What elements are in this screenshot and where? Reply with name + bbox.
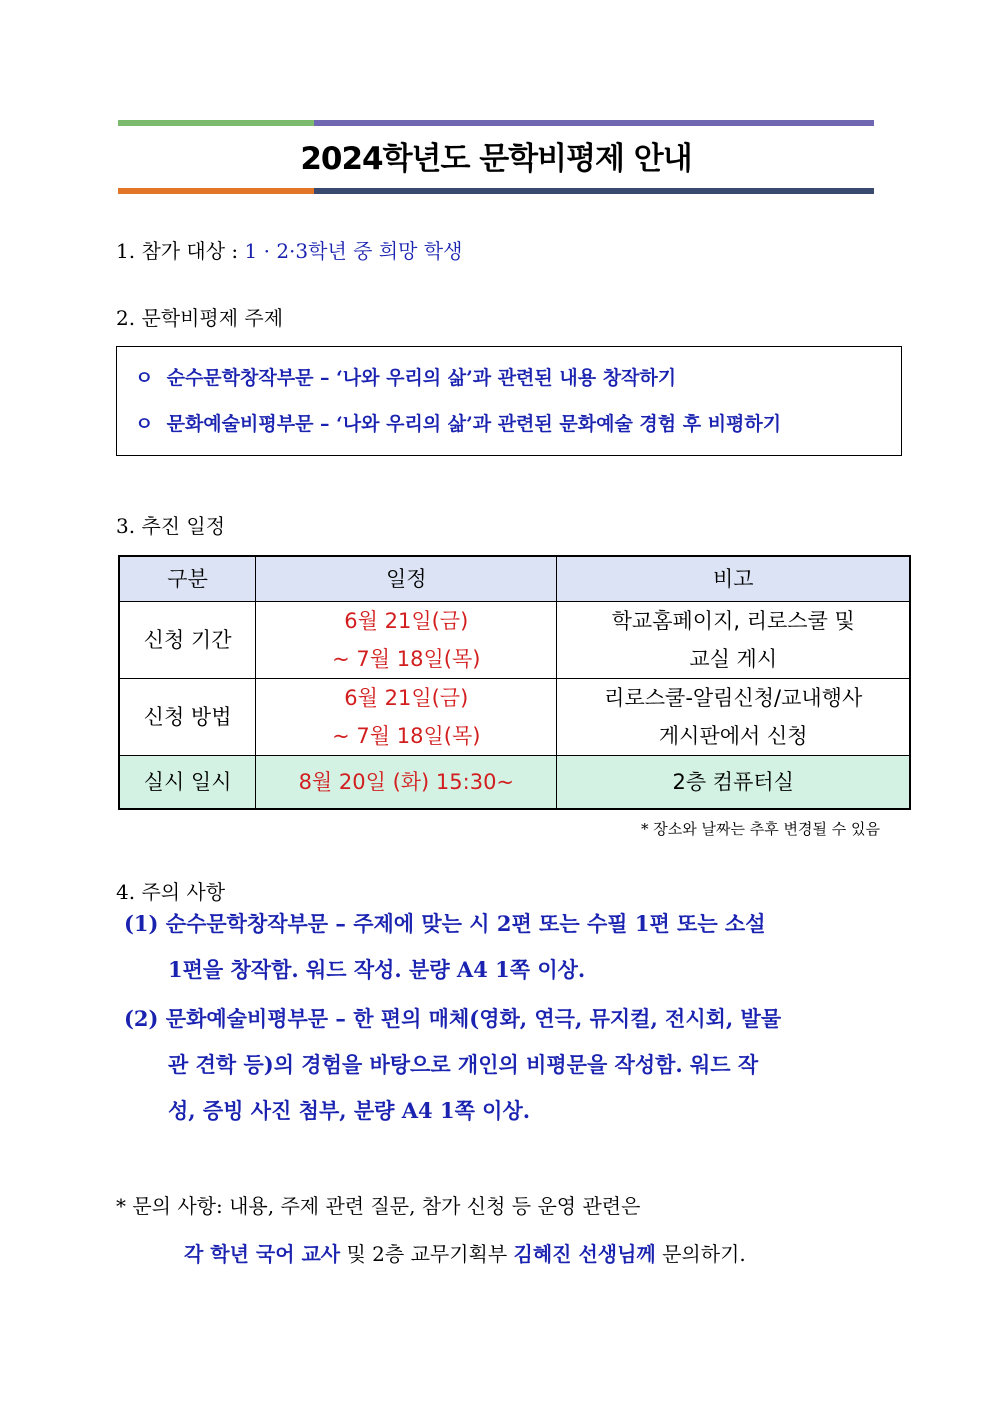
- title-bar-top-right: [314, 120, 874, 126]
- row-note-line-1: 학교홈페이지, 리로스쿨 및: [611, 609, 855, 633]
- caution-item-1-line-2: 1편을 창작함. 워드 작성. 분량 A4 1쪽 이상.: [168, 957, 586, 982]
- bullet-icon: ㅇ: [135, 367, 154, 389]
- inquiry-line-2: [184, 1238, 746, 1267]
- caution-item-2-line-3: 성, 증빙 사진 첨부, 분량 A4 1쪽 이상.: [168, 1098, 531, 1123]
- theme-item-2-text: ‘나와 우리의 삶’과 관련된 문화예술 경험 후 비평하기: [336, 413, 782, 435]
- inquiry-contact-teachers: 각 학년 국어 교사: [184, 1242, 341, 1266]
- table-header-row: [119, 556, 910, 602]
- row-note: [557, 602, 910, 679]
- theme-item-2: [135, 409, 781, 436]
- theme-box: [116, 346, 902, 456]
- caution-item-2-line-2: 관 견학 등)의 경험을 바탕으로 개인의 비평문을 작성함. 워드 작: [168, 1052, 759, 1077]
- schedule-table: [118, 555, 911, 810]
- caution-item-2-line-1: (2) 문화예술비평부문 – 한 편의 매체(영화, 연극, 뮤지컬, 전시회, 발물: [124, 1006, 782, 1031]
- row-note-line-1: 리로스쿨-알림신청/교내행사: [604, 686, 863, 710]
- schedule-footnote: * 장소와 날짜는 추후 변경될 수 있음: [641, 820, 880, 838]
- row-schedule: 8월 20일 (화) 15:30~: [256, 756, 557, 810]
- theme-item-2-name: 문화예술비평부문 –: [166, 413, 337, 435]
- title-bar-bottom-right: [314, 188, 874, 194]
- inquiry-text-middle: 및 2층 교무기획부: [340, 1242, 514, 1266]
- header-note: 비고: [557, 556, 910, 602]
- table-row: [119, 602, 910, 679]
- table-row: [119, 679, 910, 756]
- inquiry-text-end: 문의하기.: [655, 1242, 746, 1266]
- theme-item-1-name: 순수문학창작부문 –: [166, 367, 337, 389]
- section-1-label: 1. 참가 대상 :: [116, 239, 245, 263]
- section-1: [116, 236, 462, 266]
- inquiry-contact-name: 김혜진 선생님께: [513, 1242, 656, 1266]
- header-category: 구분: [119, 556, 256, 602]
- row-category: 신청 기간: [119, 602, 256, 679]
- theme-item-1-text: ‘나와 우리의 삶’과 관련된 내용 창작하기: [336, 367, 677, 389]
- row-date-end: ~ 7월 18일(목): [332, 724, 481, 748]
- table-row: [119, 756, 910, 810]
- section-1-value: 1 · 2·3학년 중 희망 학생: [244, 239, 463, 263]
- row-schedule: [256, 679, 557, 756]
- section-2-heading: 2. 문학비평제 주제: [116, 306, 284, 330]
- inquiry-line-1: * 문의 사항: 내용, 주제 관련 질문, 참가 신청 등 운영 관련은: [116, 1194, 641, 1218]
- row-date-start: 6월 21일(금): [344, 686, 469, 710]
- header-schedule: 일정: [256, 556, 557, 602]
- page-title: 2024학년도 문학비평제 안내: [300, 141, 692, 177]
- row-note: 2층 컴퓨터실: [557, 756, 910, 810]
- row-date-start: 6월 21일(금): [344, 609, 469, 633]
- title-bar-top-left: [118, 120, 314, 126]
- row-note-line-2: 교실 게시: [689, 647, 778, 671]
- section-3-heading: 3. 추진 일정: [116, 514, 226, 538]
- row-schedule: [256, 602, 557, 679]
- row-note: [557, 679, 910, 756]
- theme-item-1: [135, 363, 676, 390]
- row-note-line-2: 게시판에서 신청: [658, 724, 808, 748]
- caution-item-1-line-1: (1) 순수문학창작부문 – 주제에 맞는 시 2편 또는 수필 1편 또는 소설: [124, 911, 766, 936]
- row-category: 신청 방법: [119, 679, 256, 756]
- row-category: 실시 일시: [119, 756, 256, 810]
- row-date-end: ~ 7월 18일(목): [332, 647, 481, 671]
- section-4-heading: 4. 주의 사항: [116, 880, 226, 904]
- title-bar-bottom-left: [118, 188, 314, 194]
- bullet-icon: ㅇ: [135, 413, 154, 435]
